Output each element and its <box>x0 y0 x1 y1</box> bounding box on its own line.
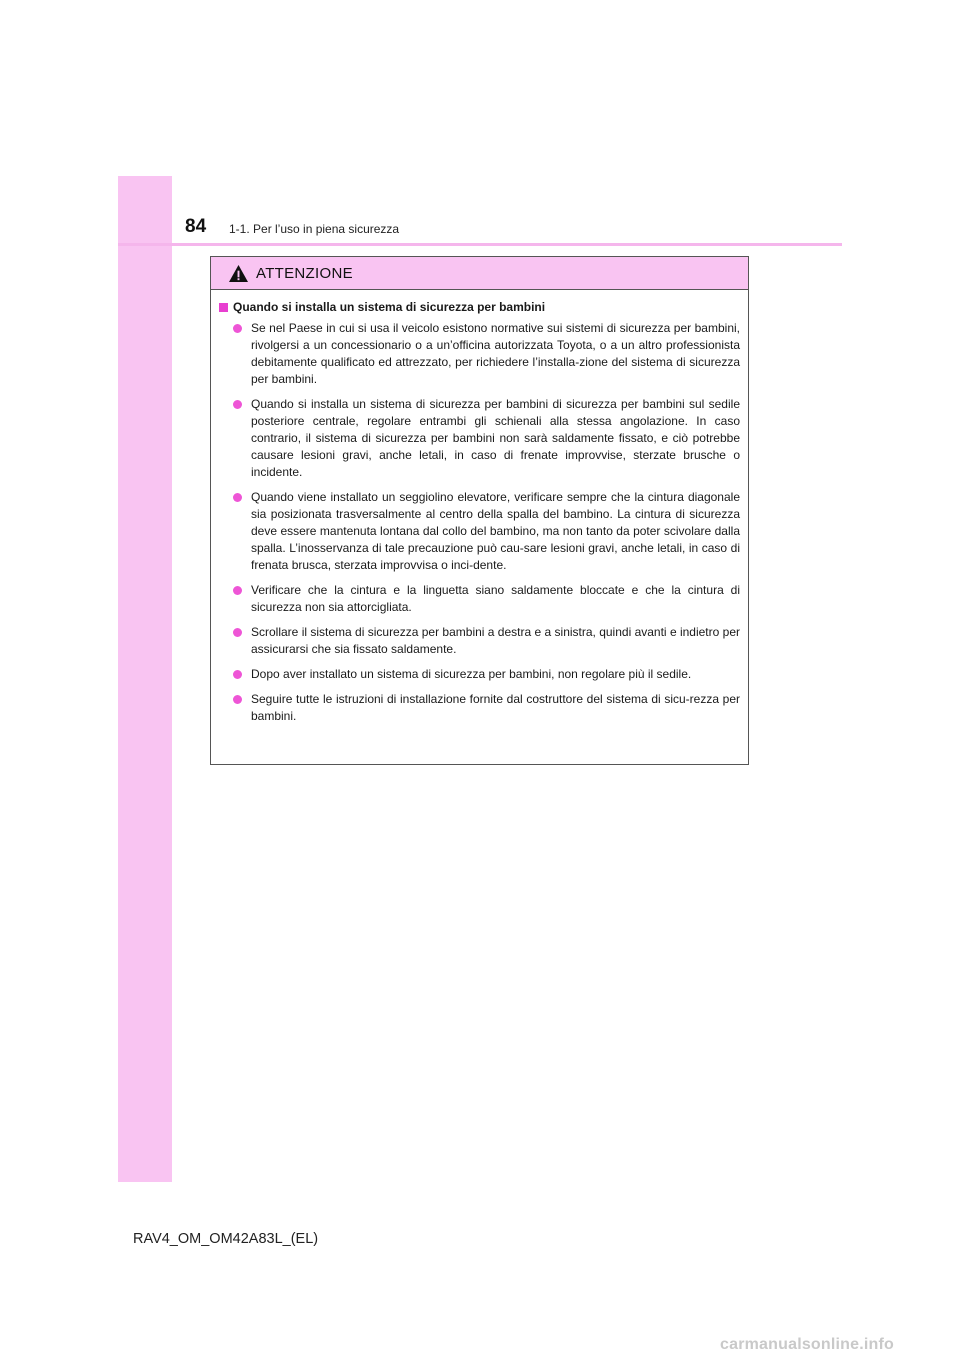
circle-bullet-icon <box>233 400 242 409</box>
warning-box <box>210 256 749 765</box>
list-item-text: Quando viene installato un seggiolino elevatore, verificare sempre che la cintura diagonale sia posizionata trasversalmente al centro della spalla del bambino. La cintura di sicurezza deve essere mantenuta lontana dal collo del bambino, ma non tanto da poter scivolare dalla spalla. L’inosservanza di tale precauzione può cau-sare lesioni gravi, anche letali, in caso di frenata brusca, sterzata improvvisa o inci-dente. <box>251 490 740 572</box>
warning-subheading-text: Quando si installa un sistema di sicurezza per bambini <box>233 300 546 314</box>
list-item <box>219 489 740 574</box>
list-item-text: Scrollare il sistema di sicurezza per bambini a destra e a sinistra, quindi avanti e indietro per assicurarsi che sia fissato saldamente. <box>251 625 740 656</box>
circle-bullet-icon <box>233 493 242 502</box>
watermark[interactable]: carmanualsonline.info <box>720 1336 895 1353</box>
header-divider <box>118 243 842 246</box>
list-item <box>219 396 740 481</box>
warning-title: ATTENZIONE <box>256 264 353 282</box>
list-item <box>219 666 740 683</box>
list-item-text: Dopo aver installato un sistema di sicurezza per bambini, non regolare più il sedile. <box>251 667 692 681</box>
list-item-text: Verificare che la cintura e la linguetta siano saldamente bloccate e che la cintura di sicurezza non sia attorcigliata. <box>251 583 740 614</box>
list-item-text: Quando si installa un sistema di sicurezza per bambini di sicurezza per bambini sul sedile posteriore centrale, regolare entrambi gli schienali alla stessa angolazione. In caso contrario, il sistema di sicurezza per bambini non sarà saldamente fissato, e ciò potrebbe causare lesioni gravi, anche letali, in caso di frenate improvvise, sterzate brusche o incidente. <box>251 397 740 479</box>
circle-bullet-icon <box>233 586 242 595</box>
square-bullet-icon <box>219 303 228 312</box>
circle-bullet-icon <box>233 324 242 333</box>
list-item <box>219 624 740 658</box>
warning-subheading <box>219 300 740 314</box>
page-number: 84 <box>185 216 207 237</box>
list-item <box>219 691 740 725</box>
side-color-band <box>118 176 172 1182</box>
list-item <box>219 582 740 616</box>
warning-triangle-icon <box>228 264 249 283</box>
circle-bullet-icon <box>233 670 242 679</box>
circle-bullet-icon <box>233 628 242 637</box>
warning-header <box>211 257 748 290</box>
section-title: 1-1. Per l’uso in piena sicurezza <box>229 222 400 236</box>
list-item-text: Se nel Paese in cui si usa il veicolo esistono normative sui sistemi di sicurezza per bambini, rivolgersi a un concessionario o a un’officina autorizzata Toyota, o a un altro professionista debitamente qualificato ed attrezzato, per richiedere l’installa-zione del sistema di sicurezza per bambini. <box>251 321 740 386</box>
warning-body <box>211 290 748 725</box>
document-code: RAV4_OM_OM42A83L_(EL) <box>133 1231 319 1247</box>
circle-bullet-icon <box>233 695 242 704</box>
list-item-text: Seguire tutte le istruzioni di installazione fornite dal costruttore del sistema di sicu-rezza per bambini. <box>251 692 740 723</box>
list-item <box>219 320 740 388</box>
